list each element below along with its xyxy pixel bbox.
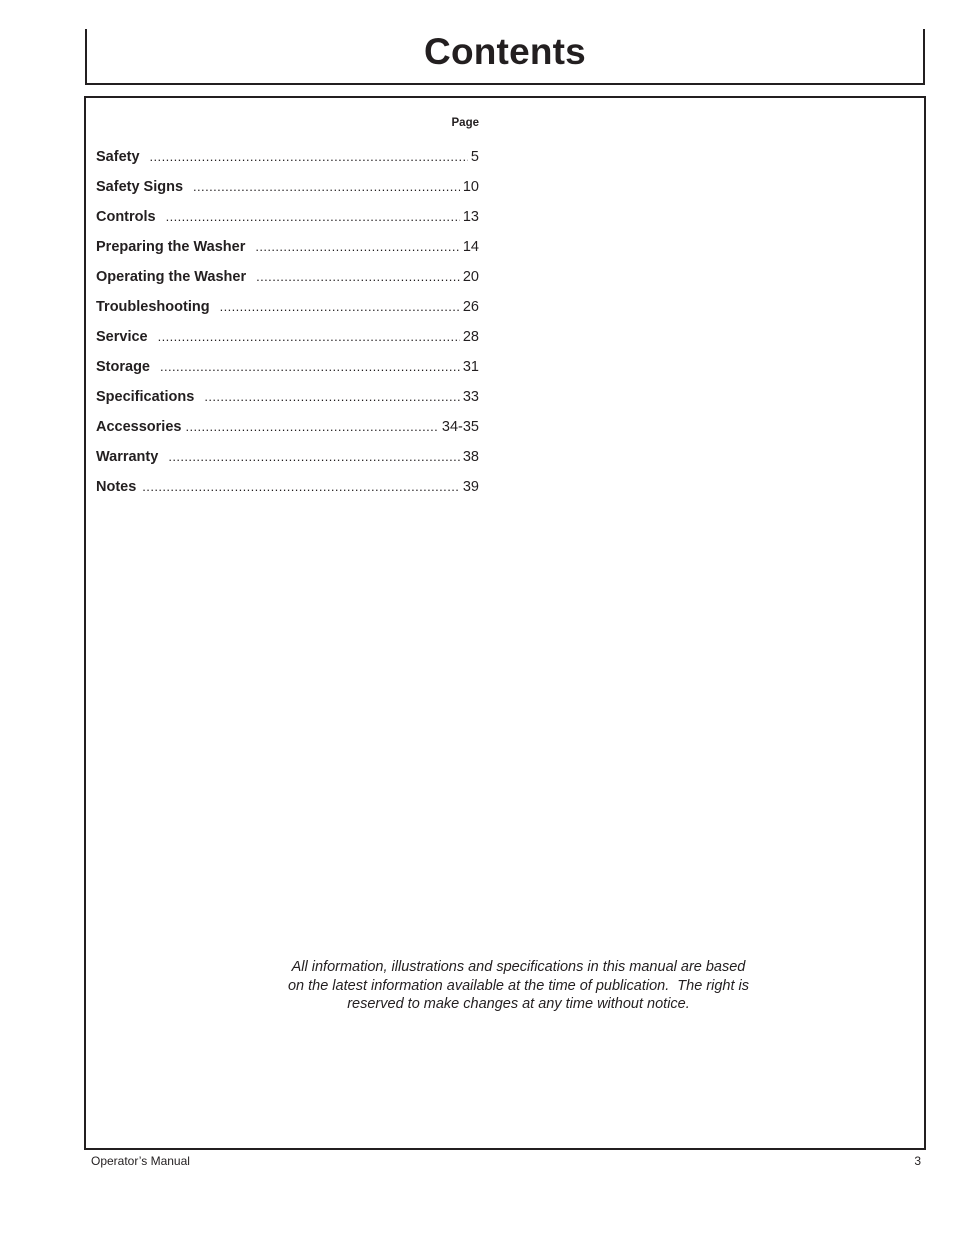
toc-list	[96, 142, 479, 502]
toc-entry-operating-the-washer[interactable]	[96, 262, 479, 292]
toc-entry-label: Operating the Washer	[96, 269, 247, 285]
toc-entry-label: Safety Signs	[96, 179, 184, 195]
content-box	[84, 96, 926, 1150]
notice-line: All information, illustrations and specifications in this manual are based	[291, 959, 746, 975]
toc-entry-specifications[interactable]	[96, 382, 479, 412]
dot-leader	[142, 472, 460, 502]
dot-leader	[256, 262, 460, 292]
toc-entry-page: 5	[470, 149, 479, 165]
publication-notice	[256, 958, 781, 1014]
toc-entry-page: 38	[462, 449, 479, 465]
toc-page-header: Page	[451, 117, 479, 129]
toc-entry-page: 33	[462, 389, 479, 405]
toc-entry-page: 39	[462, 479, 479, 495]
toc-entry-preparing-the-washer[interactable]	[96, 232, 479, 262]
dot-leader	[204, 382, 460, 412]
footer-page-number: 3	[914, 1154, 921, 1168]
toc-entry-troubleshooting[interactable]	[96, 292, 479, 322]
dot-leader	[168, 442, 460, 472]
toc-entry-page: 28	[462, 329, 479, 345]
title-box	[85, 29, 925, 85]
toc-entry-page: 31	[462, 359, 479, 375]
toc-entry-controls[interactable]	[96, 202, 479, 232]
footer-manual-label: Operator’s Manual	[91, 1154, 190, 1168]
toc-entry-page: 26	[462, 299, 479, 315]
dot-leader	[255, 232, 460, 262]
notice-line: reserved to make changes at any time without notice.	[347, 996, 690, 1012]
toc-entry-safety[interactable]	[96, 142, 479, 172]
dot-leader	[193, 172, 460, 202]
toc-entry-safety-signs[interactable]	[96, 172, 479, 202]
notice-line: on the latest information available at the time of publication. The right is	[287, 977, 750, 994]
toc-entry-label: Notes	[96, 479, 137, 495]
toc-entry-page: 34-35	[441, 419, 479, 435]
dot-leader	[158, 322, 460, 352]
toc-entry-page: 10	[462, 179, 479, 195]
toc-entry-page: 14	[462, 239, 479, 255]
toc-entry-label: Controls	[96, 209, 156, 225]
toc-entry-page: 13	[462, 209, 479, 225]
toc-entry-label: Storage	[96, 359, 150, 375]
dot-leader	[185, 412, 438, 442]
toc-entry-label: Accessories	[96, 419, 182, 435]
toc-entry-storage[interactable]	[96, 352, 479, 382]
page-title: Contents	[424, 31, 586, 72]
toc-entry-label: Specifications	[96, 389, 195, 405]
table-of-contents	[96, 116, 479, 502]
toc-entry-service[interactable]	[96, 322, 479, 352]
toc-entry-label: Warranty	[96, 449, 159, 465]
toc-entry-label: Service	[96, 329, 148, 345]
toc-entry-warranty[interactable]	[96, 442, 479, 472]
dot-leader	[166, 202, 460, 232]
dot-leader	[220, 292, 460, 322]
dot-leader	[150, 142, 468, 172]
toc-entry-label: Safety	[96, 149, 140, 165]
dot-leader	[160, 352, 460, 382]
toc-entry-page: 20	[462, 269, 479, 285]
toc-entry-notes[interactable]	[96, 472, 479, 502]
toc-entry-accessories[interactable]	[96, 412, 479, 442]
toc-entry-label: Preparing the Washer	[96, 239, 246, 255]
toc-entry-label: Troubleshooting	[96, 299, 210, 315]
